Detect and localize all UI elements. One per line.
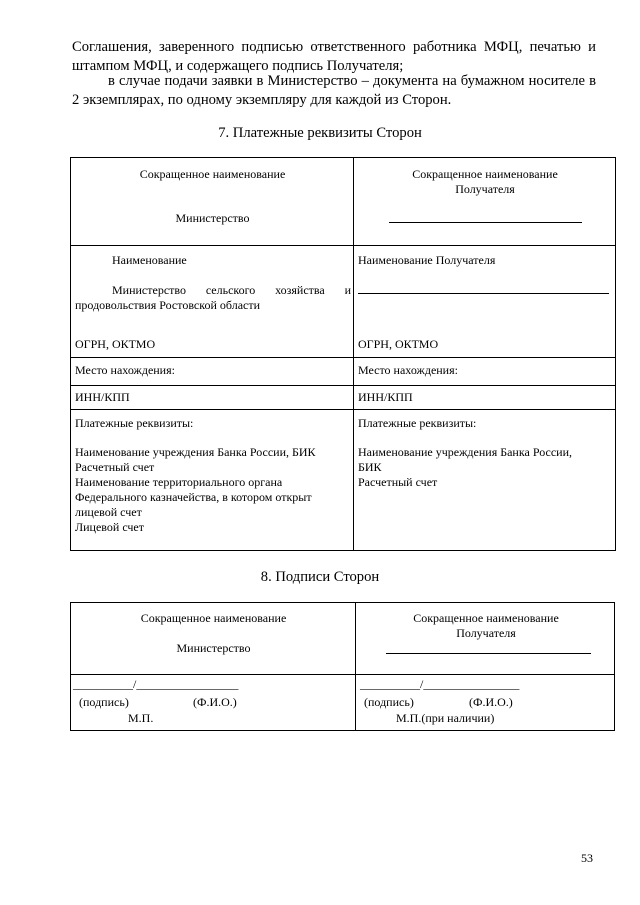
recipient-short-name-cell [354,158,616,246]
recipient-signature-cell [356,675,615,731]
recipient-signature-name-cell [356,603,615,675]
payment-line: БИК [358,460,382,474]
table-row [71,410,616,551]
intro-paragraph-1: Соглашения, заверенного подписью ответственного работника МФЦ, печатью и штампом МФЦ, и содержащего подпись Получателя; [72,39,596,74]
payment-details-table [70,157,616,551]
stamp-label: М.П. [128,711,154,725]
short-name-value: Министерство [175,211,250,225]
payment-details-cell [71,410,354,551]
recipient-short-name-label: Сокращенное наименование Получателя [412,167,558,196]
table-row [71,675,615,731]
signature-caption: (подпись) [79,695,129,709]
inn-cell [71,386,354,410]
ministry-signature-cell [71,675,356,731]
table-row [71,603,615,675]
payment-line: лицевой счет [75,505,142,519]
recipient-name-cell [354,246,616,358]
recipient-payment-details-cell [354,410,616,551]
table-row [71,158,616,246]
table-row [71,246,616,358]
ministry-signature-name-cell [71,603,356,675]
payment-line: Расчетный счет [358,475,438,489]
payment-line: Наименование учреждения Банка России, [358,445,572,459]
recipient-ogrn-label: ОГРН, ОКТМО [358,337,439,351]
inn-label: ИНН/КПП [75,390,130,404]
payment-line: Лицевой счет [75,520,145,534]
recipient-inn-cell [354,386,616,410]
payment-line: Федерального казначейства, в котором открыт [75,490,312,504]
location-cell [71,358,354,386]
recipient-signature-line: __________/________________ [360,677,520,691]
sig-recipient-short-name-label: Сокращенное наименование Получателя [413,611,559,640]
recipient-inn-label: ИНН/КПП [358,390,413,404]
payment-label: Платежные реквизиты: [75,416,194,430]
payment-line: Расчетный счет [75,460,155,474]
recipient-location-label: Место нахождения: [358,363,458,377]
table-row [71,386,616,410]
recipient-fio-caption: (Ф.И.О.) [469,695,513,709]
name-value: Министерство сельского хозяйства и продовольствия Ростовской области [75,283,351,312]
signatures-table [70,602,615,731]
recipient-stamp-label: М.П.(при наличии) [396,711,495,725]
ministry-short-name-cell [71,158,354,246]
recipient-signature-caption: (подпись) [364,695,414,709]
short-name-label: Сокращенное наименование [139,167,286,181]
table-row [71,358,616,386]
intro-paragraph-2: в случае подачи заявки в Министерство – документа на бумажном носителе в 2 экземплярах, по одному экземпляру для каждой из Сторон. [72,73,596,108]
section-8-title: 8. Подписи Сторон [260,569,380,585]
sig-recipient-name-line [386,653,591,654]
sig-short-name-value: Министерство [176,641,251,655]
payment-line: Наименование учреждения Банка России, БИК [75,445,316,459]
payment-line: Наименование территориального органа [75,475,283,489]
ogrn-label: ОГРН, ОКТМО [75,337,156,351]
fio-caption: (Ф.И.О.) [193,695,237,709]
recipient-short-name-line [389,222,582,223]
recipient-payment-label: Платежные реквизиты: [358,416,477,430]
recipient-name-label: Наименование Получателя [358,253,496,267]
recipient-name-line [358,293,609,294]
ministry-name-cell [71,246,354,358]
location-label: Место нахождения: [75,363,175,377]
signature-line: __________/_________________ [73,677,239,691]
sig-short-name-label: Сокращенное наименование [140,611,287,625]
name-label: Наименование [112,253,187,267]
recipient-location-cell [354,358,616,386]
section-7-title: 7. Платежные реквизиты Сторон [218,125,422,141]
page-number: 53 [581,851,593,865]
